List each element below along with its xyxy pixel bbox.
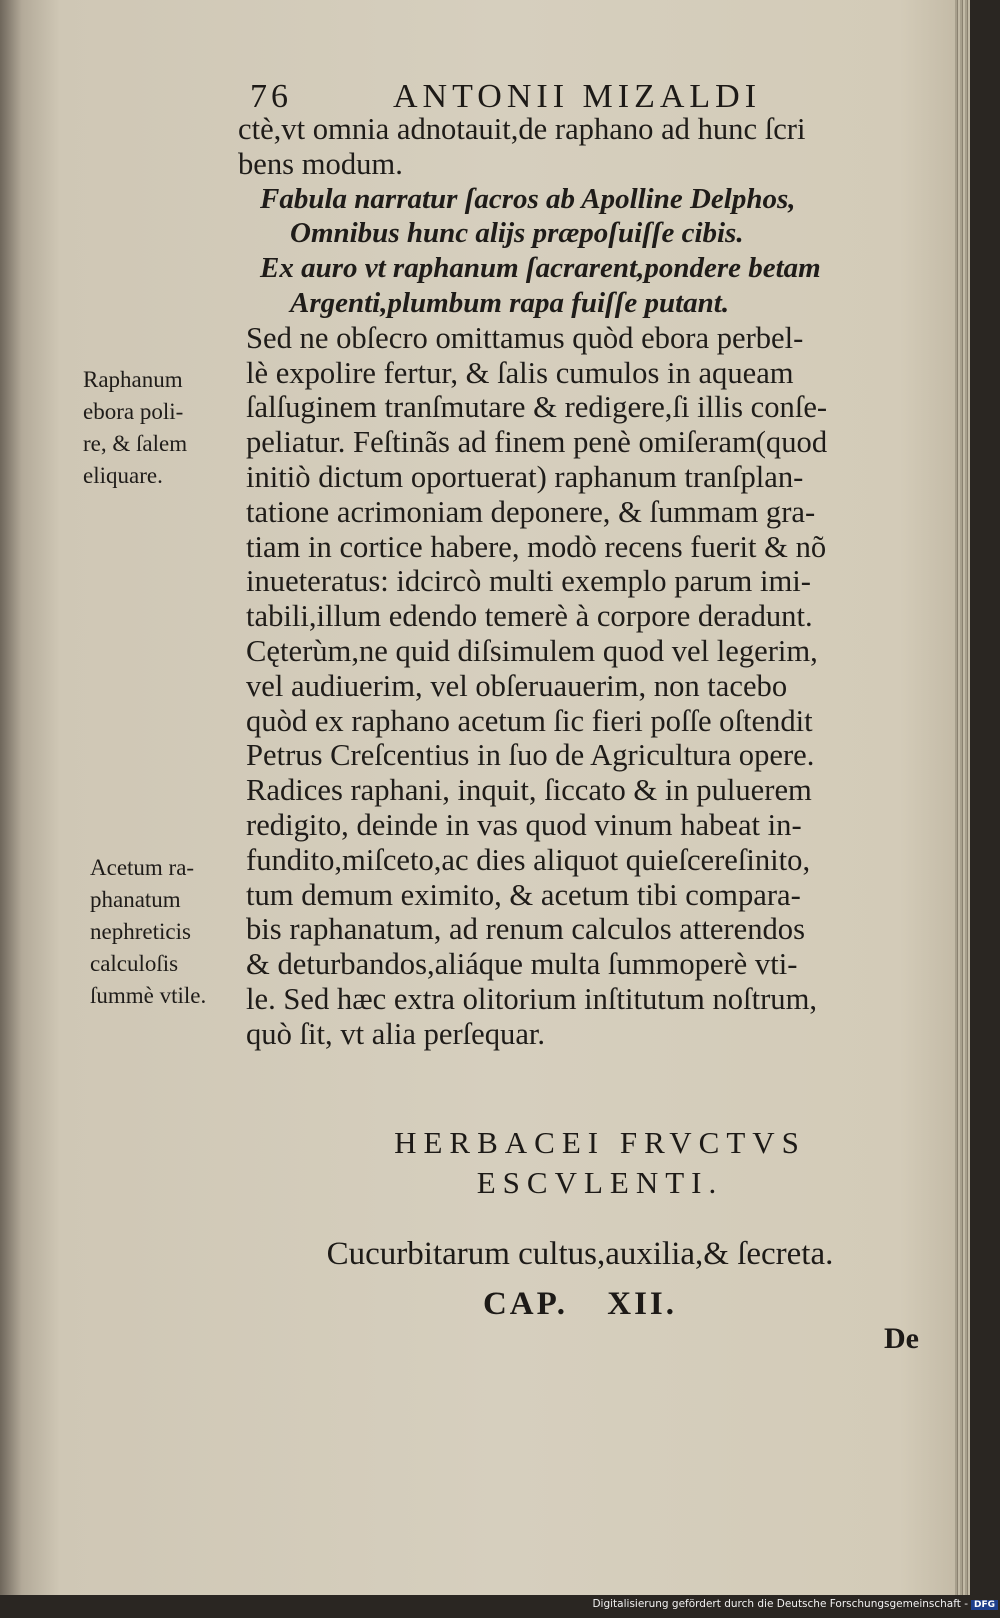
catchword: De — [884, 1322, 919, 1355]
margin-note-line: calculoſis — [90, 951, 179, 976]
verse-line: Ex auro vt raphanum ſacrarent,pondere betam — [260, 252, 821, 285]
running-title: ANTONII MIZALDI — [393, 78, 762, 115]
margin-note-line: re, & ſalem — [83, 431, 188, 456]
text-line: bens modum. — [238, 146, 403, 181]
margin-note-acetum — [90, 852, 206, 1012]
margin-note-raphanum — [83, 364, 187, 492]
text-line: Sed ne obſecro omittamus quòd ebora perbel- — [246, 320, 804, 355]
text-line: Cęterùm,ne quid diſsimulem quod vel legerim, — [246, 633, 818, 668]
text-line: quò ſit, vt alia perſequar. — [246, 1016, 546, 1051]
verse-line: Argenti,plumbum rapa fuiſſe putant. — [290, 286, 730, 319]
section-heading-cont: ESCVLENTI. — [476, 1165, 724, 1200]
main-text — [238, 112, 928, 1052]
page-edge — [955, 0, 970, 1595]
text-line: fundito,miſceto,ac dies aliquot quieſcereſinito, — [246, 842, 811, 877]
margin-note-line: Raphanum — [83, 367, 183, 392]
text-line: peliatur. Feſtinãs ad finem penè omiſeram(quod — [246, 425, 828, 460]
text-line: tatione acrimoniam deponere, & ſummam gra- — [246, 494, 816, 529]
text-line: lè expolire fertur, & ſalis cumulos in aqueam — [246, 355, 794, 390]
margin-note-line: Acetum ra- — [90, 855, 195, 880]
margin-note-line: ſummè vtile. — [90, 983, 207, 1008]
text-line: inueteratus: idcircò multi exemplo parum imi- — [246, 564, 811, 599]
text-line: bis raphanatum, ad renum calculos atterendos — [246, 912, 805, 947]
digitization-footer — [560, 1598, 998, 1616]
text-line: initiò dictum oportuerat) raphanum tranſplan- — [246, 459, 804, 494]
text-line: Radices raphani, inquit, ſiccato & in puluerem — [246, 773, 812, 808]
dfg-logo: DFG — [971, 1600, 998, 1610]
text-line: vel audiuerim, vel obſeruauerim, non tacebo — [246, 668, 788, 703]
margin-note-line: ebora poli- — [83, 399, 184, 424]
chapter-title: Cucurbitarum cultus,auxilia,& ſecreta. — [326, 1236, 834, 1272]
page-number: 76 — [250, 78, 292, 115]
margin-note-line: phanatum — [90, 887, 181, 912]
text-line: tiam in cortice habere, modò recens fuerit & nõ — [246, 529, 827, 564]
verse-line: Omnibus hunc alijs præpoſuiſſe cibis. — [290, 217, 744, 250]
text-line: tabili,illum edendo temerè à corpore deradunt. — [246, 599, 813, 634]
chapter-number: CAP. XII. — [482, 1286, 678, 1322]
text-line: redigito, deinde in vas quod vinum habeat in- — [246, 807, 802, 842]
text-line: tum demum eximito, & acetum tibi compara- — [246, 877, 801, 912]
margin-note-line: eliquare. — [83, 463, 163, 488]
text-line: ſalſuginem tranſmutare & redigere,ſi illis conſe- — [246, 390, 828, 425]
text-line: & deturbandos,aliáque multa ſummoperè vti- — [246, 947, 798, 982]
text-line: ctè,vt omnia adnotauit,de raphano ad hunc ſcri — [238, 112, 806, 146]
footer-text: Digitalisierung gefördert durch die Deutsche Forschungsgemeinschaft - — [592, 1598, 968, 1610]
text-line: Petrus Creſcentius in ſuo de Agricultura opere. — [246, 738, 815, 773]
text-line: le. Sed hæc extra olitorium inſtitutum noſtrum, — [246, 981, 818, 1016]
margin-note-line: nephreticis — [90, 919, 191, 944]
text-line: quòd ex raphano acetum ſic fieri poſſe oſtendit — [246, 703, 813, 738]
section-heading: HERBACEI FRVCTVS — [394, 1125, 806, 1160]
verse-line: Fabula narratur ſacros ab Apolline Delphos, — [260, 182, 796, 215]
